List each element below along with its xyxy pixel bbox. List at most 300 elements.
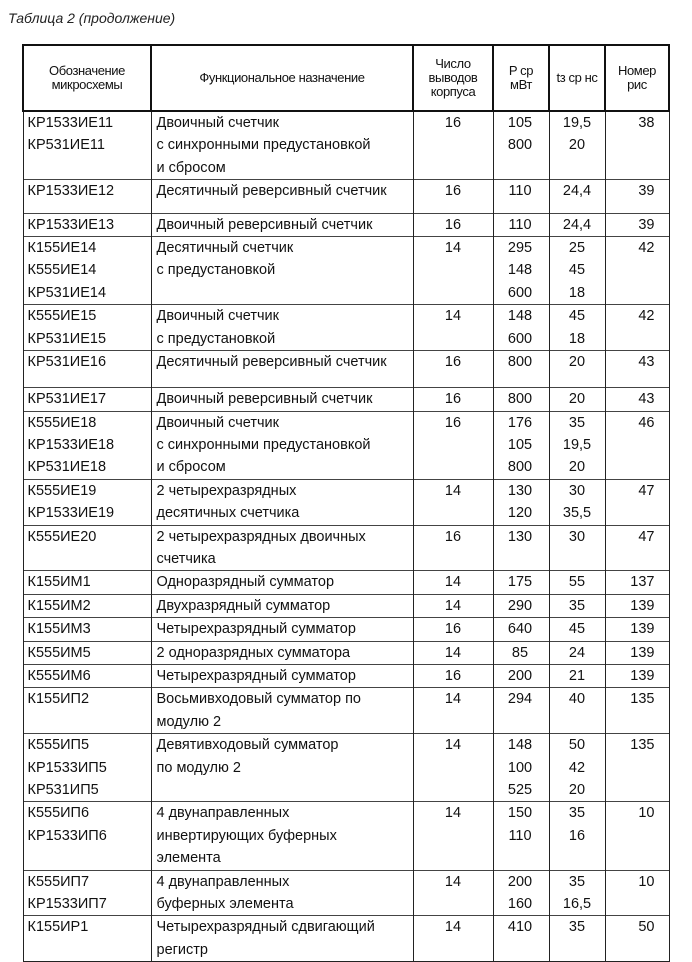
cell-pins [413, 213, 493, 236]
pins-value: 16 [444, 414, 462, 431]
delay-line: 35 [568, 919, 586, 936]
table-row [23, 236, 669, 304]
cell-function [151, 305, 413, 351]
cell-designation [23, 479, 151, 525]
cell-figure [605, 213, 669, 236]
cell-delay [549, 916, 605, 962]
cell-function [151, 350, 413, 387]
types-line: К555ИМ6 [27, 667, 91, 684]
cell-designation [23, 180, 151, 213]
delay-line: 30 [568, 482, 586, 499]
cell-figure [605, 111, 669, 180]
power-line: 85 [511, 644, 529, 661]
func-line: регистр [156, 941, 208, 958]
func-line: Восьмивходовый сумматор по [156, 691, 361, 708]
cell-designation [23, 688, 151, 734]
cell-power [493, 594, 549, 617]
delay-line: 45 [568, 308, 586, 325]
header-power: P ср мВт [493, 45, 549, 111]
func-line: десятичных счетчика [156, 505, 300, 522]
fig-value: 38 [638, 115, 655, 131]
func-line: Двоичный счетчик [156, 308, 279, 325]
chip-spec-table [22, 44, 670, 962]
cell-figure [605, 236, 669, 304]
power-line: 148 [507, 737, 533, 754]
delay-line: 18 [568, 330, 586, 347]
types-line: КР531ИЕ17 [27, 391, 107, 408]
func-line: Двоичный счетчик [156, 115, 279, 131]
func-line: Десятичный реверсивный счетчик [156, 353, 387, 370]
cell-power [493, 571, 549, 594]
cell-designation [23, 734, 151, 802]
cell-function [151, 111, 413, 180]
cell-pins [413, 618, 493, 641]
cell-figure [605, 571, 669, 594]
types-line: К555ИП6 [27, 805, 90, 822]
cell-function [151, 641, 413, 664]
power-line: 105 [507, 437, 533, 454]
cell-pins [413, 870, 493, 916]
types-line: КР531ИЕ11 [27, 137, 105, 154]
cell-power [493, 411, 549, 479]
types-line: К555ИП7 [27, 873, 90, 890]
delay-line: 20 [568, 353, 586, 370]
delay-line: 16,5 [562, 895, 592, 912]
cell-delay [549, 594, 605, 617]
power-line: 290 [507, 597, 533, 614]
fig-value: 135 [630, 737, 655, 754]
cell-designation [23, 350, 151, 387]
types-line: К155ИР1 [27, 919, 89, 936]
table-row [23, 411, 669, 479]
fig-value: 42 [638, 308, 655, 325]
cell-function [151, 664, 413, 687]
delay-line: 24,4 [562, 216, 592, 233]
cell-delay [549, 350, 605, 387]
cell-function [151, 236, 413, 304]
delay-line: 45 [568, 262, 586, 279]
power-line: 110 [508, 827, 532, 844]
cell-delay [549, 213, 605, 236]
cell-function [151, 180, 413, 213]
delay-line: 24 [568, 644, 586, 661]
table-row [23, 802, 669, 870]
cell-pins [413, 411, 493, 479]
delay-line: 20 [568, 781, 586, 798]
cell-function [151, 525, 413, 571]
table-row [23, 870, 669, 916]
pins-value: 14 [444, 574, 462, 591]
types-line: К555ИЕ15 [27, 308, 97, 325]
fig-value: 43 [638, 391, 655, 408]
cell-delay [549, 571, 605, 594]
types-line: К555ИЕ18 [27, 414, 97, 431]
types-line: КР1533ИП7 [27, 895, 107, 912]
fig-value: 139 [630, 621, 655, 638]
fig-value: 39 [638, 216, 655, 233]
table-row [23, 916, 669, 962]
delay-line: 20 [568, 459, 586, 476]
cell-power [493, 664, 549, 687]
pins-value: 14 [444, 308, 462, 325]
types-line: КР531ИП5 [27, 781, 99, 798]
cell-delay [549, 111, 605, 180]
cell-figure [605, 802, 669, 870]
fig-value: 43 [638, 353, 655, 370]
pins-value: 16 [444, 115, 462, 131]
cell-power [493, 688, 549, 734]
func-line: Четырехразрядный сумматор [156, 667, 356, 684]
cell-pins [413, 802, 493, 870]
func-line: счетчика [156, 551, 216, 568]
cell-pins [413, 236, 493, 304]
cell-figure [605, 664, 669, 687]
func-line: с синхронными предустановкой [156, 137, 371, 154]
delay-line: 35 [568, 597, 586, 614]
cell-delay [549, 870, 605, 916]
table-row [23, 734, 669, 802]
pins-value: 14 [444, 805, 462, 822]
cell-designation [23, 664, 151, 687]
cell-figure [605, 688, 669, 734]
header-delay: tз ср нс [549, 45, 605, 111]
cell-pins [413, 388, 493, 411]
cell-figure [605, 479, 669, 525]
cell-pins [413, 641, 493, 664]
table-row [23, 664, 669, 687]
func-line: Одноразрядный сумматор [156, 574, 335, 591]
power-line: 105 [507, 115, 533, 131]
table-caption: Таблица 2 (продолжение) [8, 10, 176, 26]
table-row [23, 350, 669, 387]
func-line: инвертирующих буферных [156, 827, 337, 844]
delay-line: 35 [568, 414, 586, 431]
cell-delay [549, 802, 605, 870]
cell-figure [605, 594, 669, 617]
delay-line: 30 [568, 528, 586, 545]
pins-value: 16 [444, 353, 462, 370]
power-line: 410 [507, 919, 533, 936]
delay-line: 35 [568, 873, 586, 890]
delay-line: 40 [568, 691, 586, 708]
func-line: 2 четырехразрядных двоичных [156, 528, 366, 545]
table-header-row [23, 45, 669, 111]
types-line: К155ИМ2 [27, 597, 91, 614]
fig-value: 47 [638, 528, 655, 545]
cell-power [493, 479, 549, 525]
pins-value: 16 [444, 216, 462, 233]
fig-value: 42 [638, 239, 655, 256]
types-line: КР1533ИЕ11 [27, 115, 114, 131]
pins-value: 16 [444, 621, 462, 638]
power-line: 200 [507, 873, 533, 890]
cell-delay [549, 305, 605, 351]
cell-figure [605, 411, 669, 479]
cell-figure [605, 734, 669, 802]
types-line: КР531ИЕ18 [27, 459, 107, 476]
func-line: элемента [156, 850, 221, 867]
cell-designation [23, 916, 151, 962]
power-line: 100 [507, 759, 533, 776]
power-line: 175 [507, 574, 533, 591]
types-line: К555ИЕ20 [27, 528, 97, 545]
types-line: КР1533ИЕ12 [27, 183, 115, 200]
cell-figure [605, 388, 669, 411]
cell-delay [549, 236, 605, 304]
func-line: по модулю 2 [156, 759, 241, 776]
table-row [23, 305, 669, 351]
power-line: 110 [508, 216, 532, 233]
pins-value: 16 [444, 528, 462, 545]
header-designation: Обозначение микросхемы [23, 45, 151, 111]
delay-line: 35,5 [562, 505, 592, 522]
cell-power [493, 525, 549, 571]
cell-designation [23, 594, 151, 617]
power-line: 800 [507, 353, 533, 370]
power-line: 800 [507, 137, 533, 154]
func-line: Десятичный реверсивный счетчик [156, 183, 387, 200]
cell-designation [23, 525, 151, 571]
cell-designation [23, 236, 151, 304]
table-row [23, 641, 669, 664]
func-line: Четырехразрядный сдвигающий [156, 919, 375, 936]
cell-figure [605, 525, 669, 571]
table-row [23, 618, 669, 641]
table-row [23, 688, 669, 734]
cell-function [151, 802, 413, 870]
cell-power [493, 618, 549, 641]
types-line: К555ИЕ14 [27, 262, 97, 279]
fig-value: 139 [630, 597, 655, 614]
delay-line: 19,5 [562, 115, 592, 131]
cell-pins [413, 350, 493, 387]
power-line: 130 [507, 482, 533, 499]
fig-value: 139 [630, 667, 655, 684]
cell-function [151, 411, 413, 479]
cell-power [493, 641, 549, 664]
fig-value: 50 [638, 919, 655, 936]
pins-value: 14 [444, 737, 462, 754]
table-row [23, 525, 669, 571]
fig-value: 39 [638, 183, 655, 200]
delay-line: 18 [568, 284, 586, 301]
table-row [23, 571, 669, 594]
fig-value: 10 [638, 873, 655, 890]
power-line: 120 [507, 505, 533, 522]
types-line: К155ИМ1 [27, 574, 91, 591]
pins-value: 14 [444, 597, 462, 614]
types-line: КР1533ИЕ18 [27, 437, 115, 454]
delay-line: 20 [568, 137, 586, 154]
types-line: КР1533ИЕ13 [27, 216, 115, 233]
cell-power [493, 350, 549, 387]
table-row [23, 111, 669, 180]
cell-pins [413, 479, 493, 525]
delay-line: 19,5 [562, 437, 592, 454]
cell-figure [605, 305, 669, 351]
cell-delay [549, 479, 605, 525]
cell-figure [605, 870, 669, 916]
cell-figure [605, 916, 669, 962]
cell-delay [549, 411, 605, 479]
pins-value: 14 [444, 239, 462, 256]
func-line: буферных элемента [156, 895, 294, 912]
cell-power [493, 305, 549, 351]
cell-pins [413, 594, 493, 617]
cell-designation [23, 641, 151, 664]
cell-function [151, 571, 413, 594]
header-pins: Число выводов корпуса [413, 45, 493, 111]
cell-function [151, 870, 413, 916]
delay-line: 25 [568, 239, 586, 256]
cell-designation [23, 618, 151, 641]
types-line: КР1533ИП6 [27, 827, 107, 844]
power-line: 150 [507, 805, 533, 822]
pins-value: 14 [444, 644, 462, 661]
cell-power [493, 870, 549, 916]
cell-delay [549, 388, 605, 411]
func-line: Девятивходовый сумматор [156, 737, 339, 754]
power-line: 800 [507, 459, 533, 476]
pins-value: 16 [444, 391, 462, 408]
pins-value: 14 [444, 691, 462, 708]
types-line: К155ИП2 [27, 691, 90, 708]
pins-value: 14 [444, 919, 462, 936]
cell-pins [413, 916, 493, 962]
cell-designation [23, 802, 151, 870]
header-function: Функциональное назначение [151, 45, 413, 111]
types-line: К555ИМ5 [27, 644, 91, 661]
pins-value: 14 [444, 482, 462, 499]
types-line: КР531ИЕ16 [27, 353, 107, 370]
func-line: Четырехразрядный сумматор [156, 621, 356, 638]
cell-function [151, 594, 413, 617]
power-line: 600 [507, 284, 533, 301]
fig-value: 47 [638, 482, 655, 499]
power-line: 160 [507, 895, 533, 912]
pins-value: 16 [444, 667, 462, 684]
cell-figure [605, 641, 669, 664]
cell-figure [605, 180, 669, 213]
power-line: 525 [507, 781, 533, 798]
power-line: 130 [507, 528, 533, 545]
delay-line: 50 [568, 737, 586, 754]
types-line: КР1533ИП5 [27, 759, 107, 776]
delay-line: 45 [568, 621, 586, 638]
cell-power [493, 236, 549, 304]
table-row [23, 213, 669, 236]
types-line: К555ИЕ19 [27, 482, 97, 499]
cell-function [151, 916, 413, 962]
delay-line: 55 [568, 574, 586, 591]
delay-line: 24,4 [562, 183, 592, 200]
table-row [23, 479, 669, 525]
delay-line: 35 [568, 805, 586, 822]
cell-function [151, 618, 413, 641]
func-line: с синхронными предустановкой [156, 437, 371, 454]
power-line: 148 [507, 308, 533, 325]
cell-delay [549, 734, 605, 802]
power-line: 176 [507, 414, 533, 431]
delay-line: 16 [568, 827, 586, 844]
fig-value: 139 [630, 644, 655, 661]
table-body [23, 111, 669, 962]
cell-pins [413, 688, 493, 734]
func-line: 4 двунаправленных [156, 805, 290, 822]
fig-value: 137 [630, 574, 655, 591]
cell-pins [413, 305, 493, 351]
table-row [23, 180, 669, 213]
func-line: Двухразрядный сумматор [156, 597, 331, 614]
cell-designation [23, 111, 151, 180]
cell-pins [413, 664, 493, 687]
cell-power [493, 388, 549, 411]
cell-power [493, 734, 549, 802]
cell-pins [413, 525, 493, 571]
power-line: 148 [507, 262, 533, 279]
cell-function [151, 388, 413, 411]
cell-designation [23, 411, 151, 479]
table-row [23, 594, 669, 617]
power-line: 640 [507, 621, 533, 638]
types-line: КР1533ИЕ19 [27, 505, 115, 522]
cell-delay [549, 664, 605, 687]
types-line: КР531ИЕ15 [27, 330, 107, 347]
power-line: 295 [507, 239, 533, 256]
cell-function [151, 213, 413, 236]
delay-line: 21 [568, 667, 586, 684]
func-line: модулю 2 [156, 713, 222, 730]
fig-value: 135 [630, 691, 655, 708]
cell-power [493, 916, 549, 962]
cell-designation [23, 571, 151, 594]
cell-function [151, 479, 413, 525]
cell-function [151, 734, 413, 802]
cell-power [493, 213, 549, 236]
func-line: Двоичный реверсивный счетчик [156, 391, 373, 408]
func-line: 4 двунаправленных [156, 873, 290, 890]
fig-value: 46 [638, 414, 655, 431]
func-line: 2 четырехразрядных [156, 482, 297, 499]
types-line: К155ИМ3 [27, 621, 91, 638]
cell-pins [413, 111, 493, 180]
power-line: 110 [508, 183, 532, 200]
cell-designation [23, 870, 151, 916]
cell-pins [413, 571, 493, 594]
power-line: 600 [507, 330, 533, 347]
cell-function [151, 688, 413, 734]
cell-power [493, 111, 549, 180]
power-line: 200 [507, 667, 533, 684]
power-line: 294 [507, 691, 533, 708]
delay-line: 20 [568, 391, 586, 408]
cell-power [493, 802, 549, 870]
func-line: Двоичный реверсивный счетчик [156, 216, 373, 233]
func-line: с предустановкой [156, 330, 276, 347]
cell-pins [413, 734, 493, 802]
cell-delay [549, 180, 605, 213]
cell-designation [23, 213, 151, 236]
types-line: К155ИЕ14 [27, 239, 97, 256]
fig-value: 10 [638, 805, 655, 822]
table-row [23, 388, 669, 411]
cell-delay [549, 641, 605, 664]
cell-delay [549, 525, 605, 571]
delay-line: 42 [568, 759, 586, 776]
types-line: КР531ИЕ14 [27, 284, 107, 301]
power-line: 800 [507, 391, 533, 408]
func-line: Двоичный счетчик [156, 414, 279, 431]
